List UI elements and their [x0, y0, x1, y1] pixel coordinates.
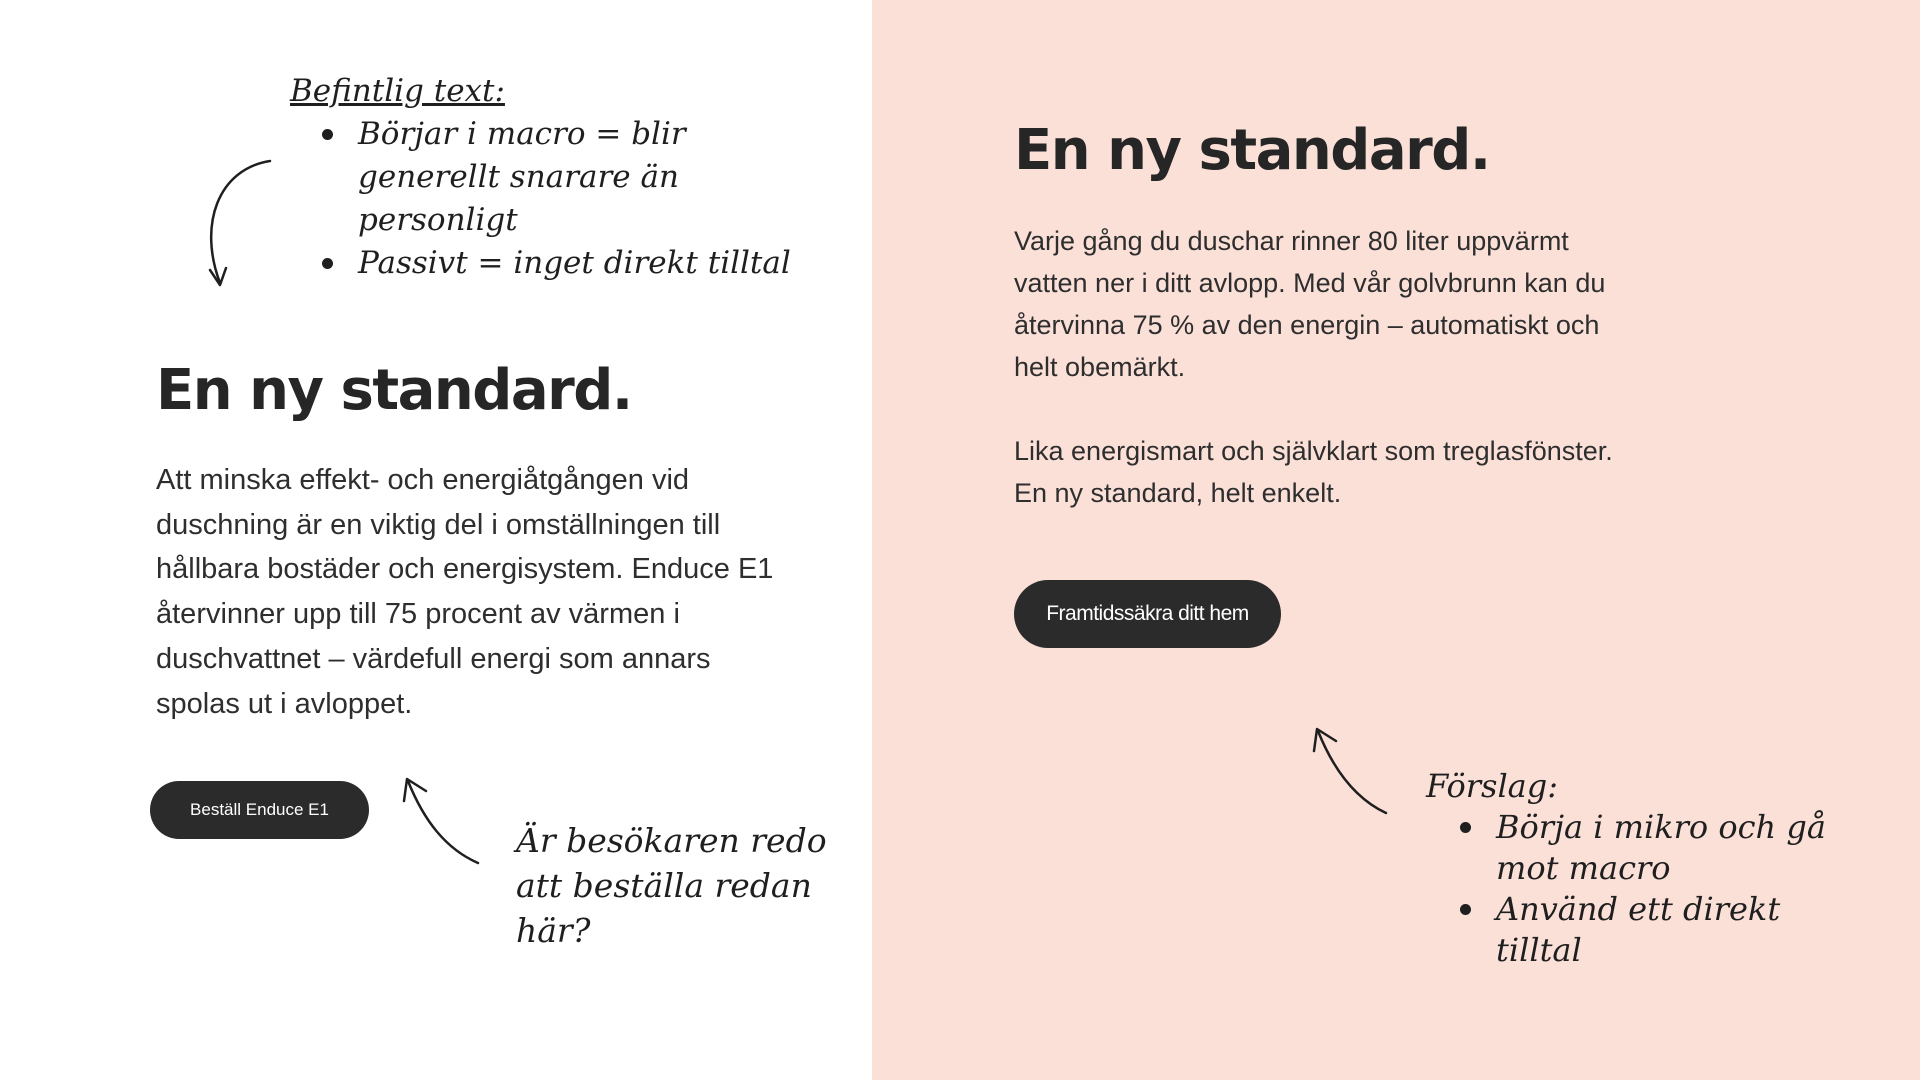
- note-question: Är besökaren redo att beställa redan här?: [516, 821, 827, 950]
- note-existing-item: Passivt = inget direkt tilltal: [322, 242, 810, 285]
- note-existing-item: Börjar i macro = blir generellt snarare än personligt: [322, 113, 810, 242]
- note-existing-list: [322, 113, 810, 285]
- note-suggestion-item: Använd ett direkt tilltal: [1460, 889, 1846, 971]
- arrow-up-left-icon: [400, 775, 490, 870]
- note-suggestion: [1426, 766, 1846, 971]
- left-body-text: Att minska effekt- och energiåtgången vid duschning är en viktig del i omställningen till hållbara bostäder och energisystem. Enduce E1 återvinner upp till 75 procent av värmen i duschvattnet – värdefull energi som annars spolas ut i avloppet.: [156, 464, 774, 720]
- note-existing-heading: Befintlig text:: [290, 73, 505, 109]
- arrow-down-icon: [198, 155, 288, 295]
- future-proof-home-button[interactable]: Framtidssäkra ditt hem: [1014, 580, 1281, 648]
- right-page-title: En ny standard.: [1014, 118, 1490, 183]
- note-suggestion-item: Börja i mikro och gå mot macro: [1460, 807, 1846, 889]
- order-enduce-button[interactable]: Beställ Enduce E1: [150, 781, 369, 839]
- right-body-text: [1014, 220, 1614, 556]
- arrow-up-left-icon: [1310, 725, 1400, 820]
- note-suggestion-list: [1460, 807, 1846, 971]
- right-paragraph-2: Lika energismart och självklart som treglasfönster. En ny standard, helt enkelt.: [1014, 436, 1613, 508]
- left-page-title: En ny standard.: [156, 358, 632, 423]
- note-suggestion-heading: Förslag:: [1426, 767, 1559, 805]
- note-existing-text: [290, 70, 810, 285]
- right-paragraph-1: Varje gång du duschar rinner 80 liter uppvärmt vatten ner i ditt avlopp. Med vår golvbrunn kan du återvinna 75 % av den energin – automatiskt och helt obemärkt.: [1014, 226, 1606, 382]
